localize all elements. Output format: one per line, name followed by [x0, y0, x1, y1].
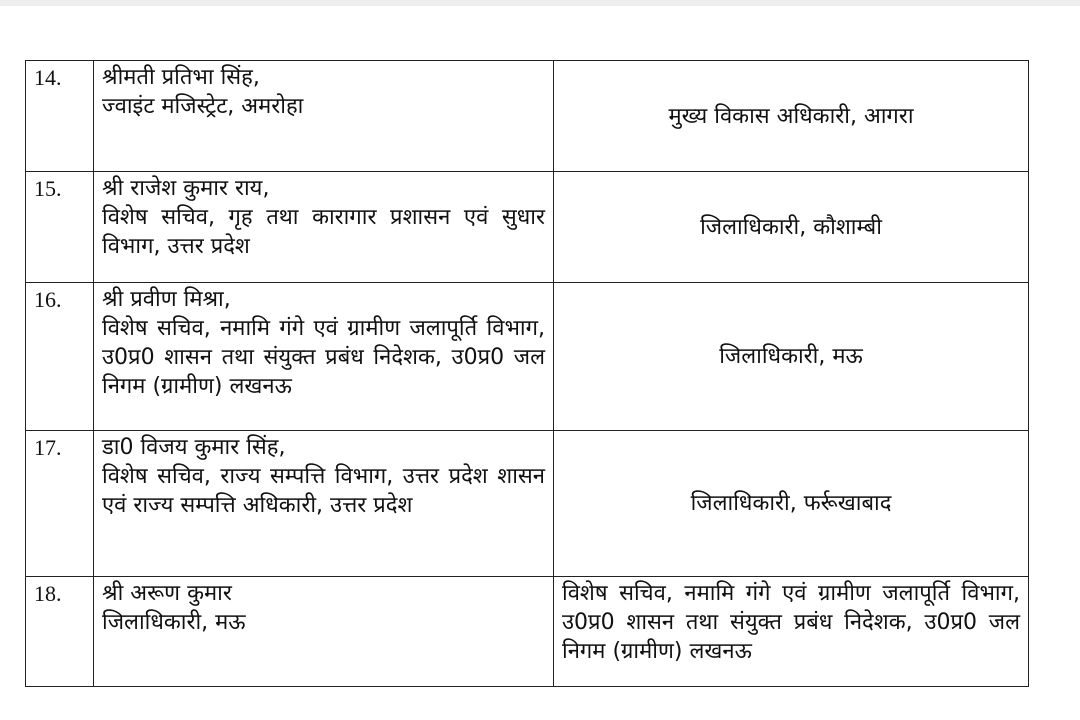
top-edge-bar — [0, 0, 1080, 6]
serial-number: 18. — [26, 577, 94, 687]
transfer-order-table — [25, 60, 1029, 687]
new-post: मुख्य विकास अधिकारी, आगरा — [554, 61, 1029, 172]
officer-name: श्री अरूण कुमार — [102, 581, 232, 606]
officer-name: श्री राजेश कुमार राय, — [102, 176, 270, 201]
current-post: विशेष सचिव, नमामि गंगे एवं ग्रामीण जलापूर्ति विभाग, उ0प्र0 शासन तथा संयुक्त प्रबंध निदेशक, उ0प्र0 जल निगम (ग्रामीण) लखनऊ — [102, 316, 545, 399]
table-row — [26, 283, 1029, 431]
serial-number: 17. — [26, 431, 94, 577]
current-post: विशेष सचिव, गृह तथा कारागार प्रशासन एवं सुधार विभाग, उत्तर प्रदेश — [102, 205, 545, 259]
new-post: जिलाधिकारी, फर्रूखाबाद — [554, 431, 1029, 577]
serial-number: 14. — [26, 61, 94, 172]
serial-number: 16. — [26, 283, 94, 431]
table-row — [26, 61, 1029, 172]
new-post: जिलाधिकारी, मऊ — [554, 283, 1029, 431]
current-post: ज्वाइंट मजिस्ट्रेट, अमरोहा — [102, 94, 304, 119]
current-post: जिलाधिकारी, मऊ — [102, 610, 246, 635]
table-row — [26, 577, 1029, 687]
officer-cell — [94, 61, 554, 172]
officer-name: श्री प्रवीण मिश्रा, — [102, 287, 231, 312]
officer-cell — [94, 431, 554, 577]
table-row — [26, 431, 1029, 577]
officer-cell — [94, 172, 554, 283]
officer-cell — [94, 577, 554, 687]
table-row — [26, 172, 1029, 283]
officer-cell — [94, 283, 554, 431]
officer-name: श्रीमती प्रतिभा सिंह, — [102, 65, 260, 90]
new-post: जिलाधिकारी, कौशाम्बी — [554, 172, 1029, 283]
current-post: विशेष सचिव, राज्य सम्पत्ति विभाग, उत्तर प्रदेश शासन एवं राज्य सम्पत्ति अधिकारी, उत्तर प्रदेश — [102, 464, 545, 518]
new-post: विशेष सचिव, नमामि गंगे एवं ग्रामीण जलापूर्ति विभाग, उ0प्र0 शासन तथा संयुक्त प्रबंध निदेशक, उ0प्र0 जल निगम (ग्रामीण) लखनऊ — [554, 577, 1029, 687]
serial-number: 15. — [26, 172, 94, 283]
officer-name: डा0 विजय कुमार सिंह, — [102, 435, 286, 460]
